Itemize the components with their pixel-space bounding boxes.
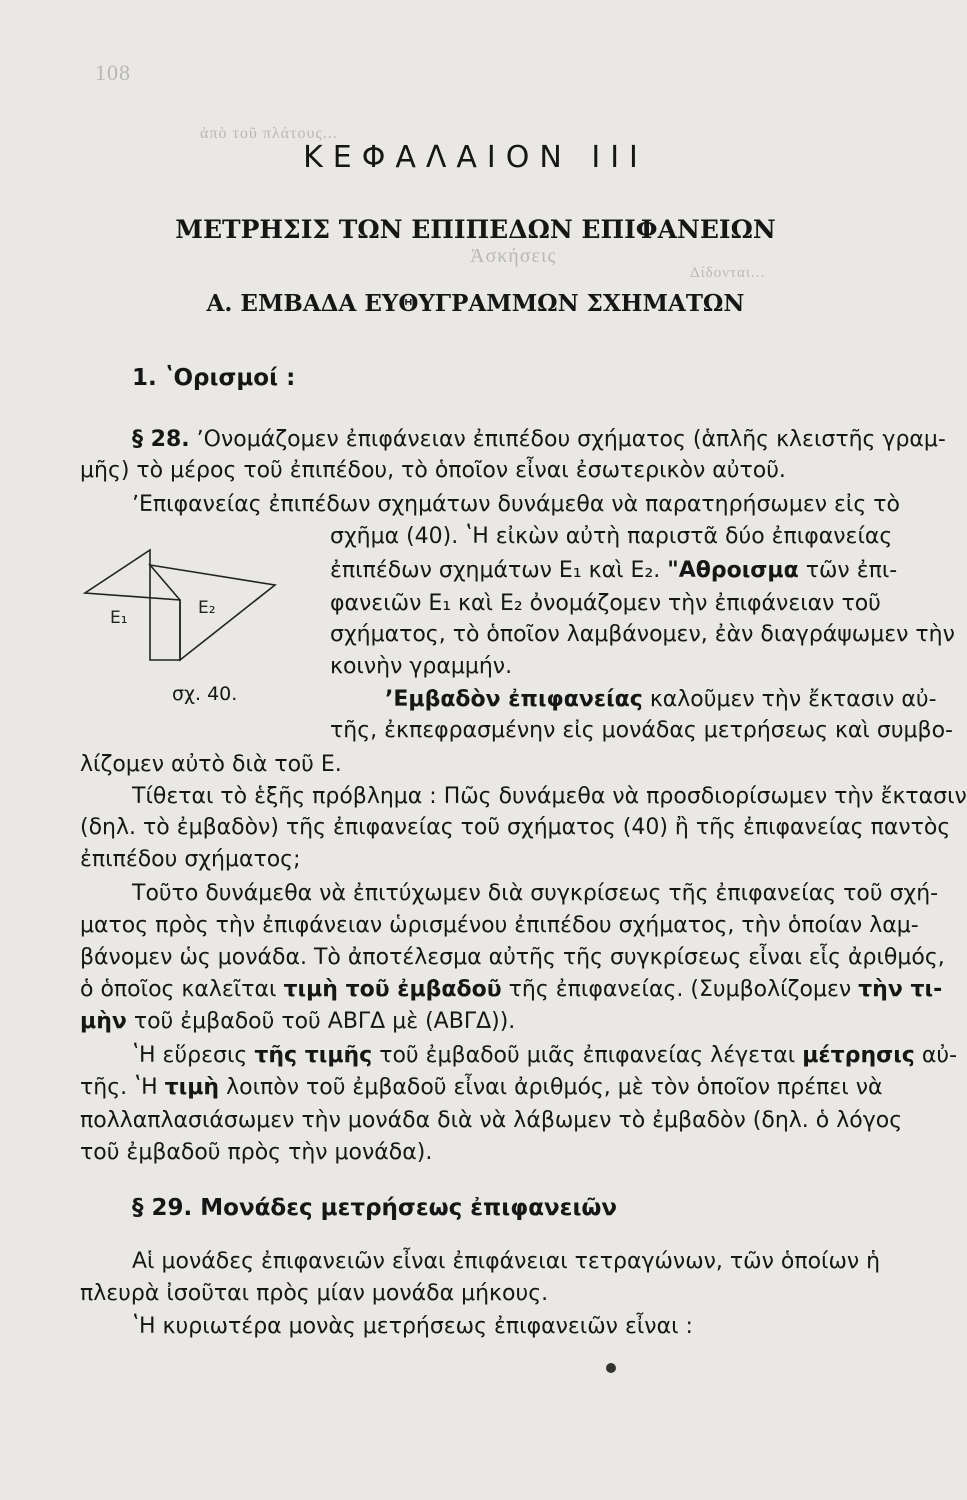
paragraph-line: βάνομεν ὡς μονάδα. Τὸ ἀποτέλεσμα αὐτῆς τῆς συγκρίσεως εἶναι εἷς ἀριθμός, [80,945,945,970]
paragraph-line [385,686,937,714]
main-heading: ΜΕΤΡΗΣΙΣ ΤΩΝ ΕΠΙΠΕΔΩΝ ΕΠΙΦΑΝΕΙΩΝ [175,215,776,244]
chapter-title: ΚΕΦΑΛΑΙΟΝ III [303,140,648,175]
text: ʼΟνομάζομεν ἐπιφάνειαν ἐπιπέδου σχήματος (ἁπλῆς κλειστῆς γραμ- [196,427,946,452]
paragraph-line: σχῆμα (40). ʽΗ εἰκὼν αὐτὴ παριστᾶ δύο ἐπιφανείας [330,524,893,549]
figure-40 [80,545,280,675]
text: τοῦ ἐμβαδοῦ μιᾶς ἐπιφανείας λέγεται [379,1043,796,1068]
text: αὐ- [921,1043,958,1068]
paragraph-line: Τοῦτο δυνάμεθα νὰ ἐπιτύχωμεν διὰ συγκρίσεως τῆς ἐπιφανείας τοῦ σχή- [132,881,939,906]
ink-dot [606,1363,616,1373]
paragraph-line: Τίθεται τὸ ἑξῆς πρόβλημα : Πῶς δυνάμεθα νὰ προσδιορίσωμεν τὴν ἔκτασιν [132,784,967,809]
text: λοιπὸν τοῦ ἐμβαδοῦ εἶναι ἀριθμός, μὲ τὸν ὁποῖον πρέπει νὰ [226,1075,883,1100]
paragraph-line: πλευρὰ ἰσοῦται πρὸς μίαν μονάδα μήκους. [80,1281,549,1306]
paragraph-line: τοῦ ἐμβαδοῦ πρὸς τὴν μονάδα). [80,1140,433,1165]
paragraph-line [80,1008,515,1036]
section-mark: § 28. [132,427,190,452]
paragraph-line: ʽΗ κυριωτέρα μονὰς μετρήσεως ἐπιφανειῶν εἶναι : [132,1314,693,1339]
paragraph-line: (δηλ. τὸ ἐμβαδὸν) τῆς ἐπιφανείας τοῦ σχήματος (40) ἢ τῆς ἐπιφανείας παντὸς [80,815,951,840]
paragraph-line: ἐπιπέδου σχήματος; [80,847,301,872]
text: καλοῦμεν τὴν ἔκτασιν αὐ- [649,687,937,712]
paragraph-line: μῆς) τὸ μέρος τοῦ ἐπιπέδου, τὸ ὁποῖον εἶναι ἐσωτερικὸν αὐτοῦ. [80,458,786,483]
paragraph-line: φανειῶν E₁ καὶ E₂ ὀνομάζομεν τὴν ἐπιφάνειαν τοῦ [330,591,881,616]
paragraph-line: λίζομεν αὐτὸ διὰ τοῦ E. [80,752,342,777]
text: ὁ ὁποῖος καλεῖται [80,977,277,1002]
term: μέτρησις [802,1043,915,1068]
term: τῆς τιμῆς [254,1043,373,1068]
paragraph-line: τῆς, ἐκπεφρασμένην εἰς μονάδας μετρήσεως καὶ συμβο- [330,718,953,743]
text: ἐπιπέδων σχημάτων E₁ καὶ E₂. [330,558,661,583]
surface-e1 [85,550,180,660]
bleed-fragment: Ἀσκήσεις [470,245,557,267]
bleed-fragment: ἀπὸ τοῦ πλάτους... [200,125,338,142]
figure-caption: σχ. 40. [172,683,238,705]
paragraph-line [80,976,942,1004]
paragraph-line: πολλαπλασιάσωμεν τὴν μονάδα διὰ νὰ λάβωμεν τὸ ἐμβαδὸν (δηλ. ὁ λόγος [80,1108,903,1133]
paragraph-line [330,557,897,585]
text: τῆς ἐπιφανείας. (Συμβολίζομεν [508,977,852,1002]
section-29-title: § 29. Μονάδες μετρήσεως ἐπιφανειῶν [132,1195,618,1221]
text: τῆς. ʽΗ [80,1075,158,1100]
paragraph-line: σχήματος, τὸ ὁποῖον λαμβάνομεν, ἐὰν διαγράψωμεν τὴν [330,622,955,647]
term: τιμὴ τοῦ ἐμβαδοῦ [283,977,502,1002]
text: τῶν ἐπι- [805,558,898,583]
term: "Αθροισμα [667,558,799,583]
paragraph-line: Αἱ μονάδες ἐπιφανειῶν εἶναι ἐπιφάνειαι τετραγώνων, τῶν ὁποίων ἡ [132,1249,881,1274]
paragraph-line: κοινὴν γραμμήν. [330,654,513,679]
label-e1: E₁ [110,608,128,628]
term: τιμὴ [164,1075,220,1100]
paragraph-line: ʼΕπιφανείας ἐπιπέδων σχημάτων δυνάμεθα νὰ παρατηρήσωμεν εἰς τὸ [132,492,900,517]
paragraph-line [132,426,946,454]
text: τοῦ ἐμβαδοῦ τοῦ ΑΒΓΔ μὲ (ΑΒΓΔ)). [133,1009,516,1034]
paragraph-line [80,1074,882,1102]
paragraph-line: ματος πρὸς τὴν ἐπιφάνειαν ὡρισμένου ἐπιπέδου σχήματος, τὴν ὁποίαν λαμ- [80,913,919,938]
paragraph-line [132,1042,957,1070]
label-e2: E₂ [198,598,216,618]
term: τὴν τι- [858,977,943,1002]
term: ʼΕμβαδὸν ἐπιφανείας [385,687,643,712]
sub-heading: Α. ΕΜΒΑΔΑ ΕΥΘΥΓΡΑΜΜΩΝ ΣΧΗΜΑΤΩΝ [206,290,745,317]
bleed-page-number: 108 [95,60,131,85]
bleed-fragment: Δίδονται... [690,265,766,281]
text: ʽΗ εὕρεσις [132,1043,248,1068]
term: μὴν [80,1009,127,1034]
section-heading: 1. ʽΟρισμοί : [132,365,296,391]
